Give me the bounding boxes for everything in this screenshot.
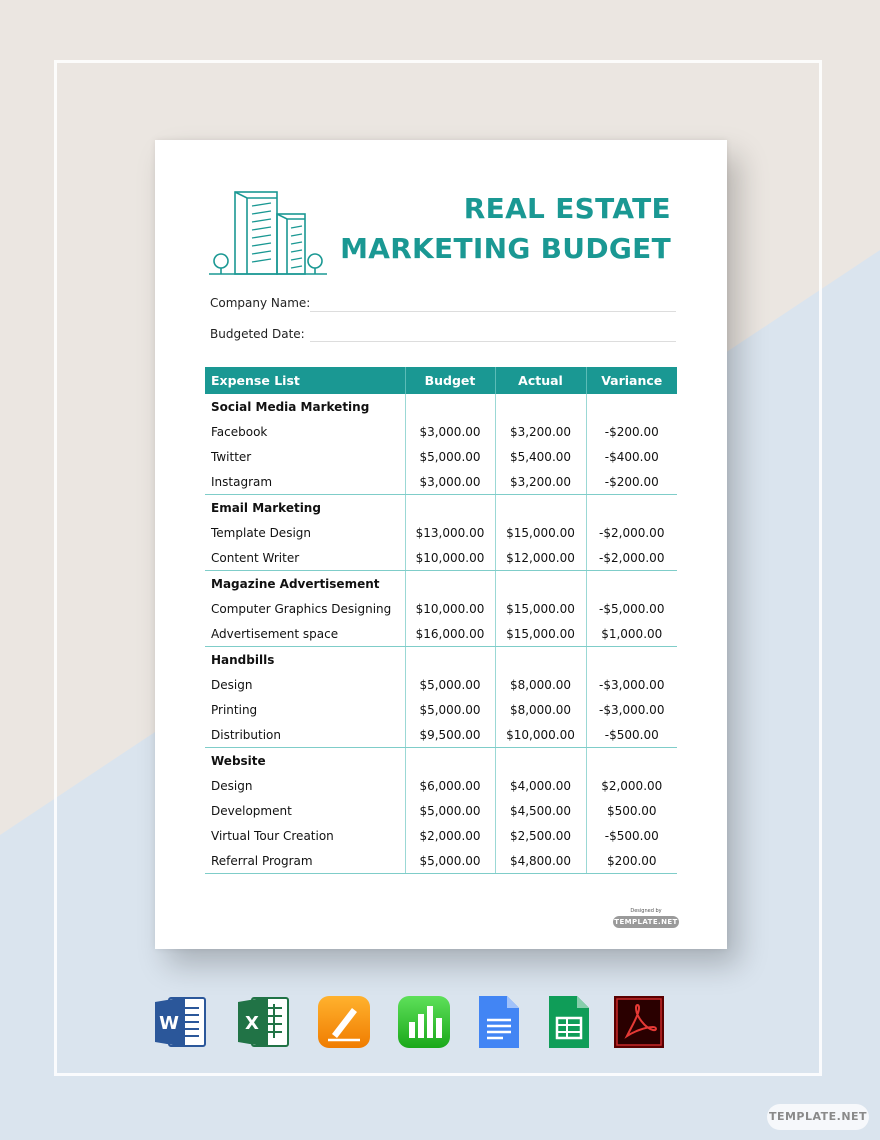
- designed-by-badge: [613, 908, 679, 928]
- variance-cell: $200.00: [586, 848, 677, 874]
- expense-name-cell: Content Writer: [205, 545, 405, 571]
- header-actual: Actual: [495, 367, 586, 394]
- pdf-icon[interactable]: [611, 994, 667, 1050]
- actual-cell: $3,200.00: [495, 469, 586, 495]
- table-row: [205, 444, 677, 469]
- actual-cell: $15,000.00: [495, 621, 586, 647]
- svg-text:X: X: [245, 1013, 259, 1034]
- word-icon[interactable]: [153, 994, 209, 1050]
- section-row: [205, 571, 677, 597]
- budgeted-date-line[interactable]: [310, 341, 676, 342]
- building-icon: [207, 188, 329, 280]
- variance-cell: $2,000.00: [586, 773, 677, 798]
- expense-name-cell: Twitter: [211, 449, 252, 464]
- expense-name-cell: Computer Graphics Designing: [211, 601, 392, 616]
- actual-cell: $4,000.00: [495, 773, 586, 798]
- empty-cell: [495, 495, 586, 521]
- empty-cell: [495, 571, 586, 597]
- table-row: [205, 773, 677, 798]
- header-expense-list: Expense List: [205, 367, 405, 394]
- expense-name-cell: Design: [211, 778, 253, 793]
- excel-icon[interactable]: [236, 994, 292, 1050]
- actual-cell: $2,500.00: [495, 823, 586, 848]
- budget-cell: $2,000.00: [405, 823, 495, 848]
- company-name-line[interactable]: [310, 311, 676, 312]
- empty-cell: [405, 571, 495, 597]
- budget-cell: $16,000.00: [405, 621, 495, 647]
- watermark-badge: TEMPLATE.NET: [767, 1104, 869, 1130]
- expense-name-cell: Distribution: [205, 722, 405, 748]
- section-title: Social Media Marketing: [211, 399, 370, 414]
- actual-cell: $10,000.00: [495, 722, 586, 748]
- expense-name-cell: Printing: [211, 702, 258, 717]
- table-row: [205, 419, 677, 444]
- actual-cell: $5,400.00: [495, 444, 586, 469]
- variance-cell: -$200.00: [586, 469, 677, 495]
- empty-cell: [405, 394, 495, 419]
- empty-cell: [405, 748, 495, 774]
- budget-cell: $5,000.00: [405, 848, 495, 874]
- section-row: [205, 394, 677, 419]
- variance-cell: -$500.00: [586, 722, 677, 748]
- table-row: [205, 798, 677, 823]
- table-row: [205, 596, 677, 621]
- header-budget: Budget: [405, 367, 495, 394]
- variance-cell: $1,000.00: [586, 621, 677, 647]
- budget-cell: $10,000.00: [405, 545, 495, 571]
- actual-cell: $8,000.00: [495, 672, 586, 697]
- expense-name-cell: Advertisement space: [205, 621, 405, 647]
- empty-cell: [586, 748, 677, 774]
- google-sheets-icon[interactable]: [541, 994, 597, 1050]
- empty-cell: [495, 748, 586, 774]
- budget-table: [205, 367, 677, 874]
- empty-cell: [495, 647, 586, 673]
- variance-cell: -$2,000.00: [586, 520, 677, 545]
- actual-cell: $15,000.00: [495, 520, 586, 545]
- budget-cell: $10,000.00: [405, 596, 495, 621]
- budget-cell: $3,000.00: [405, 419, 495, 444]
- variance-cell: -$500.00: [586, 823, 677, 848]
- expense-name-cell: Virtual Tour Creation: [211, 828, 334, 843]
- empty-cell: [586, 571, 677, 597]
- table-row: [205, 848, 677, 874]
- section-title: Website: [211, 753, 266, 768]
- expense-name-cell: Referral Program: [205, 848, 405, 874]
- budget-cell: $6,000.00: [405, 773, 495, 798]
- section-title: Handbills: [211, 652, 275, 667]
- svg-text:W: W: [159, 1013, 179, 1034]
- budgeted-date-label: Budgeted Date:: [210, 327, 305, 341]
- variance-cell: -$3,000.00: [586, 672, 677, 697]
- variance-cell: -$400.00: [586, 444, 677, 469]
- empty-cell: [405, 495, 495, 521]
- section-row: [205, 647, 677, 673]
- budget-cell: $5,000.00: [405, 444, 495, 469]
- actual-cell: $4,500.00: [495, 798, 586, 823]
- variance-cell: -$3,000.00: [586, 697, 677, 722]
- table-row: [205, 722, 677, 748]
- table-row: [205, 823, 677, 848]
- document-title-line-1: REAL ESTATE: [463, 192, 671, 225]
- budget-cell: $5,000.00: [405, 798, 495, 823]
- expense-name-cell: Facebook: [211, 424, 268, 439]
- document-title-line-2: MARKETING BUDGET: [340, 232, 671, 265]
- variance-cell: -$5,000.00: [586, 596, 677, 621]
- expense-name-cell: Design: [211, 677, 253, 692]
- designed-by-text: Designed by: [630, 908, 662, 914]
- expense-name-cell: Template Design: [211, 525, 312, 540]
- google-docs-icon[interactable]: [471, 994, 527, 1050]
- expense-name-cell: Instagram: [205, 469, 405, 495]
- empty-cell: [405, 647, 495, 673]
- actual-cell: $4,800.00: [495, 848, 586, 874]
- table-row: [205, 697, 677, 722]
- actual-cell: $3,200.00: [495, 419, 586, 444]
- section-title: Email Marketing: [211, 500, 321, 515]
- table-body: [205, 394, 677, 874]
- empty-cell: [586, 394, 677, 419]
- actual-cell: $12,000.00: [495, 545, 586, 571]
- table-row: [205, 469, 677, 495]
- header-variance: Variance: [586, 367, 677, 394]
- variance-cell: -$200.00: [586, 419, 677, 444]
- table-row: [205, 520, 677, 545]
- empty-cell: [586, 495, 677, 521]
- section-title: Magazine Advertisement: [211, 576, 380, 591]
- empty-cell: [495, 394, 586, 419]
- empty-cell: [586, 647, 677, 673]
- table-row: [205, 672, 677, 697]
- budget-cell: $13,000.00: [405, 520, 495, 545]
- designed-by-brand: TEMPLATE.NET: [614, 918, 678, 926]
- budget-cell: $5,000.00: [405, 672, 495, 697]
- budget-cell: $3,000.00: [405, 469, 495, 495]
- pages-icon[interactable]: [316, 994, 372, 1050]
- table-row: [205, 545, 677, 571]
- actual-cell: $15,000.00: [495, 596, 586, 621]
- budget-cell: $9,500.00: [405, 722, 495, 748]
- table-row: [205, 621, 677, 647]
- section-row: [205, 748, 677, 774]
- variance-cell: -$2,000.00: [586, 545, 677, 571]
- variance-cell: $500.00: [586, 798, 677, 823]
- actual-cell: $8,000.00: [495, 697, 586, 722]
- numbers-icon[interactable]: [396, 994, 452, 1050]
- document-page: [155, 140, 727, 949]
- section-row: [205, 495, 677, 521]
- table-header-row: [205, 367, 677, 394]
- company-name-label: Company Name:: [210, 296, 311, 310]
- budget-cell: $5,000.00: [405, 697, 495, 722]
- expense-name-cell: Development: [211, 803, 292, 818]
